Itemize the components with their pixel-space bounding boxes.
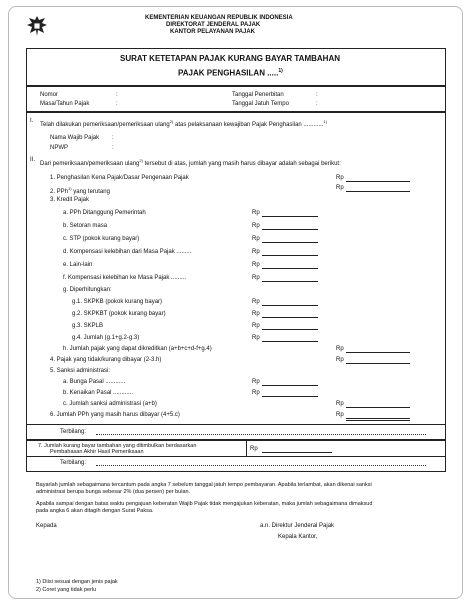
colon: :	[112, 135, 114, 141]
terbilang-line	[96, 434, 426, 435]
rp-label: Rp	[252, 210, 260, 216]
rp-label: Rp	[252, 223, 260, 229]
item-3e: e. Lain-lain	[63, 262, 93, 268]
masa-label: Masa/Tahun Pajak	[40, 101, 90, 107]
item-3a: a. PPh Ditanggung Pemerintah	[63, 210, 146, 216]
amount-line	[262, 255, 318, 256]
amount-line	[262, 317, 318, 318]
terbilang-line	[96, 465, 426, 466]
item-6: 6. Jumlah PPh yang masih harus dibayar (4+5.c)	[50, 412, 180, 418]
rp-label: Rp	[252, 311, 260, 317]
amount-line	[346, 407, 410, 408]
amount-line	[346, 363, 410, 364]
amount-line	[262, 305, 318, 306]
taxpayer-name-label: Nama Wajib Pajak	[50, 135, 100, 141]
office-name: KANTOR PELAYANAN PAJAK	[170, 29, 256, 35]
item-3b: b. Setoran masa	[63, 223, 108, 229]
footnote-2: 2) Coret yang tidak perlu	[36, 587, 97, 593]
item-4: 4. Pajak yang tidak/kurang dibayar (2-3.h)	[50, 357, 162, 363]
item-5: 5. Sanksi administrasi:	[50, 368, 111, 374]
item-5b: b. Kenaikan Pasal ............	[63, 390, 134, 396]
rp-label: Rp	[252, 379, 260, 385]
directorate-name: DIREKTORAT JENDERAL PAJAK	[166, 22, 261, 28]
garuda-emblem-icon	[25, 14, 49, 38]
item-3c: c. STP (pokok kurang bayar)	[63, 236, 140, 242]
colon: :	[112, 145, 114, 151]
amount-line	[346, 352, 410, 353]
item-3: 3. Kredit Pajak	[50, 197, 90, 203]
payment-note-line1: Bayarlah jumlah sebagaimana tercantum pada angka 7 sebelum tanggal jatuh tempo pembayaran. Apabila terlambat, akan dikenai sanksi	[36, 482, 372, 488]
rp-label: Rp	[252, 390, 260, 396]
terbilang-label: Terbilang:	[60, 460, 87, 466]
rp-label: Rp	[252, 249, 260, 255]
rp-label: Rp	[252, 335, 260, 341]
npwp-label: NPWP	[50, 145, 68, 151]
recipient-label: Kepada	[36, 523, 57, 529]
rp-label: Rp	[252, 262, 260, 268]
item-3g1: g.1. SKPKB (pokok kurang bayar)	[72, 299, 163, 305]
colon: :	[316, 101, 318, 107]
amount-line	[262, 329, 318, 330]
amount-line	[262, 229, 318, 230]
amount-line	[262, 216, 318, 217]
document-title: SURAT KETETAPAN PAJAK KURANG BAYAR TAMBAHAN	[120, 54, 341, 63]
rp-label: Rp	[336, 401, 344, 407]
objection-note-line1: Apabila sampai dengan batas waktu pengajuan keberatan Wajib Pajak tidak mengajukan keberatan, maka jumlah sebagaimana dimaksud	[36, 501, 373, 507]
amount-line	[262, 242, 318, 243]
divider	[26, 456, 446, 457]
footnote-1: 1) Diisi sesuai dengan jenis pajak	[36, 579, 118, 585]
ministry-name: KEMENTERIAN KEUANGAN REPUBLIK INDONESIA	[145, 15, 293, 21]
colon: :	[316, 92, 318, 98]
amount-line	[346, 191, 410, 192]
amount-line	[262, 385, 318, 386]
document-subtitle: PAJAK PENGHASILAN .....$^{1)}$	[178, 68, 283, 78]
amount-line	[262, 396, 318, 397]
section-2-text: Dari pemeriksaan/pemeriksaan ulang$^{2)}$ tersebut di atas, jumlah yang masih harus dibayar adalah sebagai berikut:	[40, 158, 341, 167]
section-1-text: Telah dilakukan pemeriksaan/pemeriksaan ulang$^{2)}$ atas pelaksanaan kewajiban Pajak Penghasilan ............$^{1)}$	[40, 119, 327, 128]
nomor-label: Nomor	[40, 92, 59, 98]
rp-label: Rp	[250, 446, 258, 452]
colon: :	[116, 101, 118, 107]
meta-box	[26, 86, 446, 112]
item-7-line2: Pembahasan Akhir Hasil Pemeriksaan	[50, 449, 144, 455]
item-5a: a. Bunga Pasal ............	[63, 379, 126, 385]
payment-note-line2: administrasi berupa bunga sebesar 2% (dua persen) per bulan.	[36, 489, 191, 495]
section-2-number: II.	[30, 157, 36, 163]
rp-label: Rp	[252, 236, 260, 242]
signatory-on-behalf: a.n. Direktur Jenderal Pajak	[260, 523, 335, 529]
divider	[246, 440, 247, 456]
rp-label: Rp	[252, 323, 260, 329]
item-3h: h. Jumlah pajak yang dapat dikreditkan (a+b+c+d-f+g.4)	[63, 346, 212, 352]
amount-line	[346, 181, 410, 182]
terbilang-label: Terbilang:	[60, 429, 87, 435]
amount-line	[262, 268, 318, 269]
rp-label: Rp	[252, 299, 260, 305]
item-3g: g. Diperhitungkan:	[63, 287, 112, 293]
item-3g4: g.4. Jumlah (g.1+g.2-g.3)	[72, 335, 140, 341]
amount-line-double	[346, 420, 410, 421]
item-2: 2. PPh$^{1)}$ yang terutang	[50, 186, 110, 195]
item-3d: d. Kompensasi kelebihan dari Masa Pajak .........	[63, 249, 192, 255]
item-5c: c. Jumlah sanksi administrasi (a+b)	[63, 401, 157, 407]
item-7-line1: 7. Jumlah kurang bayar tambahan yang ditimbulkan berdasarkan	[38, 443, 197, 449]
rp-label: Rp	[252, 275, 260, 281]
signatory-title: Kepala Kantor,	[278, 534, 318, 540]
amount-line	[262, 452, 332, 453]
amount-line	[346, 418, 410, 419]
amount-line	[262, 281, 318, 282]
rp-label: Rp	[336, 175, 344, 181]
objection-note-line2: pada angka 6 akan ditagih dengan Surat Paksa.	[36, 508, 154, 514]
item-3g3: g.3. SKPLB	[72, 323, 104, 329]
item-3f: f. Kompensasi kelebihan ke Masa Pajak .........	[63, 275, 187, 281]
colon: :	[116, 92, 118, 98]
rp-label: Rp	[336, 412, 344, 418]
section-1-number: I.	[30, 118, 34, 124]
item-3g2: g.2. SKPKBT (pokok kurang bayar)	[72, 311, 166, 317]
rp-label: Rp	[336, 185, 344, 191]
issue-date-label: Tanggal Penerbitan	[232, 92, 284, 98]
amount-line	[262, 341, 318, 342]
due-date-label: Tanggal Jatuh Tempo	[232, 101, 289, 107]
rp-label: Rp	[336, 357, 344, 363]
item-1: 1. Penghasilan Kena Pajak/Dasar Pengenaan Pajak	[50, 175, 189, 181]
divider	[26, 424, 446, 425]
rp-label: Rp	[336, 346, 344, 352]
